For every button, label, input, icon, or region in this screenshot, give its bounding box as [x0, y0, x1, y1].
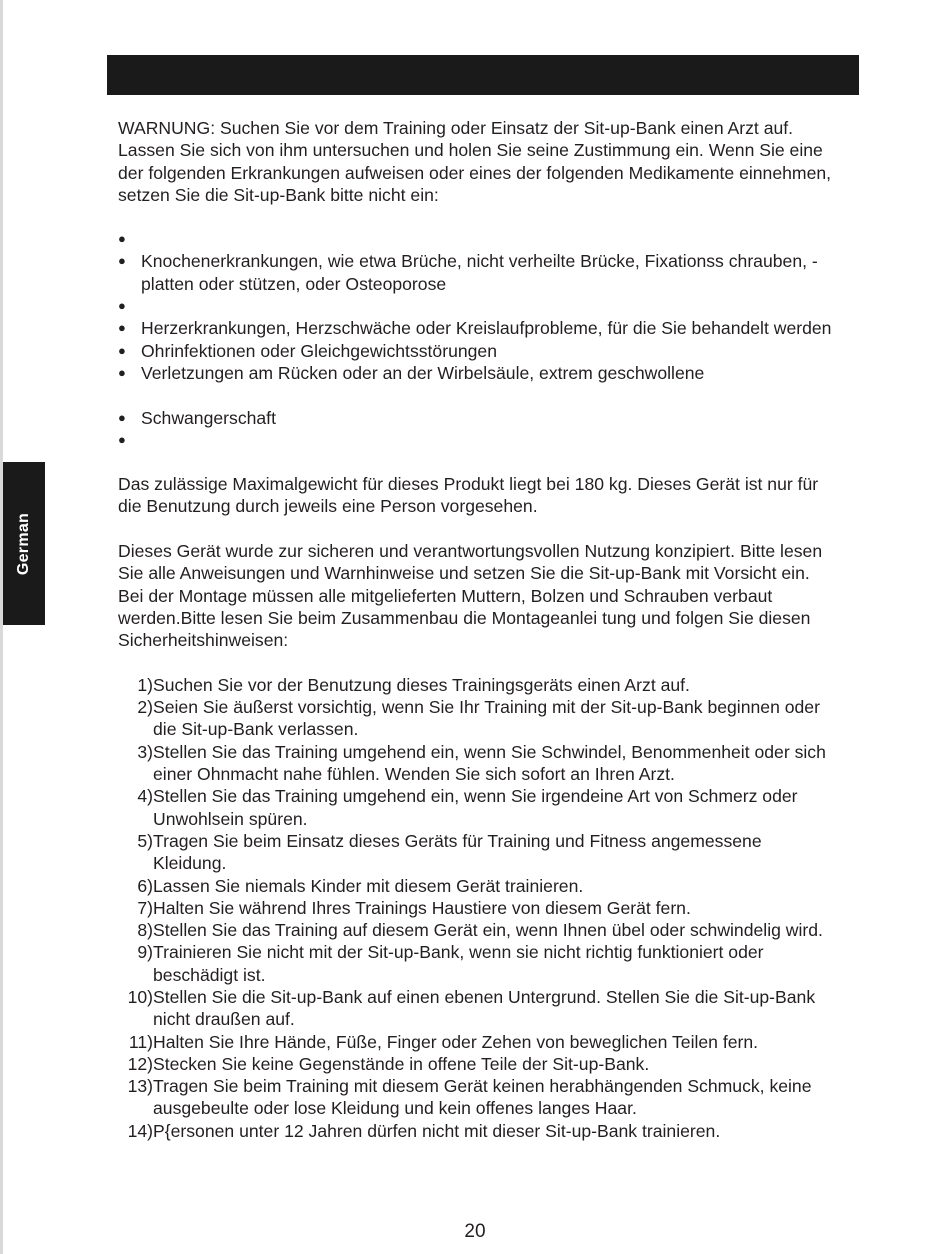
- page-edge: [0, 0, 3, 1254]
- item-number: 11): [128, 1031, 153, 1052]
- warning-paragraph: WARNUNG: Suchen Sie vor dem Training oder Einsatz der Sit-up-Bank einen Arzt auf. Lassen Sie sich von ihm untersuchen und holen Sie seine Zustimmung ein. Wenn Sie eine der folgenden Erkrankungen aufweisen oder eines der folgenden Medikamente einnehmen, setzen Sie die Sit-up-Bank bitte nicht ein:: [118, 118, 832, 205]
- list-item: [118, 919, 838, 941]
- usage-paragraph: Dieses Gerät wurde zur sicheren und verantwortungsvollen Nutzung konzipiert. Bitte lesen Sie alle Anweisungen und Warnhinweise und setzen Sie die Sit-up-Bank mit Vorsicht ein. Bei der Montage müssen alle mitgelieferten Muttern, Bolzen und Schrauben verbaut werden.Bitte lesen Sie beim Zusammenbau die Montageanlei tung und folgen Sie diesen Sicherheitshinweisen:: [118, 541, 823, 651]
- item-text: Tragen Sie beim Einsatz dieses Geräts für Training und Fitness angemessene Kleidung.: [153, 830, 762, 874]
- item-number: 3): [137, 741, 153, 762]
- item-text: Stecken Sie keine Gegenstände in offene Teile der Sit-up-Bank.: [153, 1053, 650, 1074]
- safety-rules-list: [118, 674, 838, 1142]
- list-item: [118, 696, 838, 741]
- list-item: [118, 830, 838, 875]
- list-item: [118, 897, 838, 919]
- list-item: [118, 295, 838, 317]
- item-text: Trainieren Sie nicht mit der Sit-up-Bank, wenn sie nicht richtig funktioniert oder beschädigt ist.: [153, 942, 764, 985]
- item-text: P{ersonen unter 12 Jahren dürfen nicht mit dieser Sit-up-Bank trainieren.: [153, 1120, 721, 1141]
- list-item: [118, 1120, 838, 1142]
- list-item: [118, 875, 838, 897]
- page-number: 20: [464, 1221, 486, 1242]
- list-item: [118, 1053, 838, 1075]
- language-label: German: [14, 512, 32, 575]
- item-text: Tragen Sie beim Training mit diesem Gerät keinen herabhängenden Schmuck, keine ausgebeulte oder lose Kleidung und kein offenes langes Haar.: [153, 1076, 812, 1119]
- item-text: Stellen Sie das Training umgehend ein, wenn Sie irgendeine Art von Schmerz oder Unwohlsein spüren.: [153, 786, 798, 829]
- item-number: 9): [137, 942, 153, 963]
- item-number: 2): [137, 697, 153, 718]
- item-number: 4): [137, 786, 153, 807]
- item-number: 10): [127, 986, 153, 1007]
- item-text: Stellen Sie das Training auf diesem Gerät ein, wenn Ihnen übel oder schwindelig wird.: [153, 920, 823, 941]
- list-item: [118, 941, 838, 986]
- item-text: Stellen Sie das Training umgehend ein, wenn Sie Schwindel, Benommenheit oder sich einer Ohnmacht nahe fühlen. Wenden Sie sich sofort an Ihren Arzt.: [153, 741, 826, 785]
- list-item: [118, 1075, 838, 1120]
- item-text: Halten Sie während Ihres Trainings Haustiere von diesem Gerät fern.: [153, 897, 691, 918]
- weight-paragraph: Das zulässige Maximalgewicht für dieses Produkt liegt bei 180 kg. Dieses Gerät ist nur für die Benutzung durch jeweils eine Person vorgesehen.: [118, 474, 819, 517]
- list-item: [118, 785, 838, 830]
- item-number: 14): [127, 1120, 153, 1141]
- list-item: ● Schwangerschaft: [118, 407, 838, 429]
- conditions-list: [118, 228, 838, 451]
- item-text: Lassen Sie niemals Kinder mit diesem Gerät trainieren.: [153, 875, 584, 896]
- list-item: [118, 429, 838, 451]
- item-text: Suchen Sie vor der Benutzung dieses Trainingsgeräts einen Arzt auf.: [153, 674, 690, 695]
- list-item: ● Knochenerkrankungen, wie etwa Brüche, nicht verheilte Brücke, Fixationss chrauben, -platten oder stützen, oder Osteoporose: [118, 250, 838, 295]
- item-text: Halten Sie Ihre Hände, Füße, Finger oder Zehen von beweglichen Teilen fern.: [153, 1031, 759, 1052]
- item-text: Stellen Sie die Sit-up-Bank auf einen ebenen Untergrund. Stellen Sie die Sit-up-Bank nicht draußen auf.: [153, 986, 816, 1030]
- header-bar: [107, 55, 859, 95]
- list-item: [118, 741, 838, 786]
- item-number: 1): [137, 674, 153, 695]
- item-number: 7): [137, 897, 153, 918]
- list-item: [118, 986, 838, 1031]
- item-number: 6): [137, 875, 153, 896]
- item-number: 5): [137, 830, 153, 851]
- item-number: 12): [127, 1053, 153, 1074]
- item-text: Seien Sie äußerst vorsichtig, wenn Sie Ihr Training mit der Sit-up-Bank beginnen oder die Sit-up-Bank verlassen.: [153, 697, 820, 740]
- list-item: [118, 1031, 838, 1053]
- list-item: [118, 674, 838, 696]
- list-item: [118, 228, 838, 250]
- list-item: ● Verletzungen am Rücken oder an der Wirbelsäule, extrem geschwollene: [118, 362, 838, 384]
- page-content: [118, 117, 838, 1142]
- item-number: 13): [127, 1076, 153, 1097]
- list-item: ● Herzerkrankungen, Herzschwäche oder Kreislaufprobleme, für die Sie behandelt werden: [118, 317, 838, 339]
- item-number: 8): [137, 920, 153, 941]
- language-side-tab: [3, 462, 45, 625]
- list-item: ● Ohrinfektionen oder Gleichgewichtsstörungen: [118, 340, 838, 362]
